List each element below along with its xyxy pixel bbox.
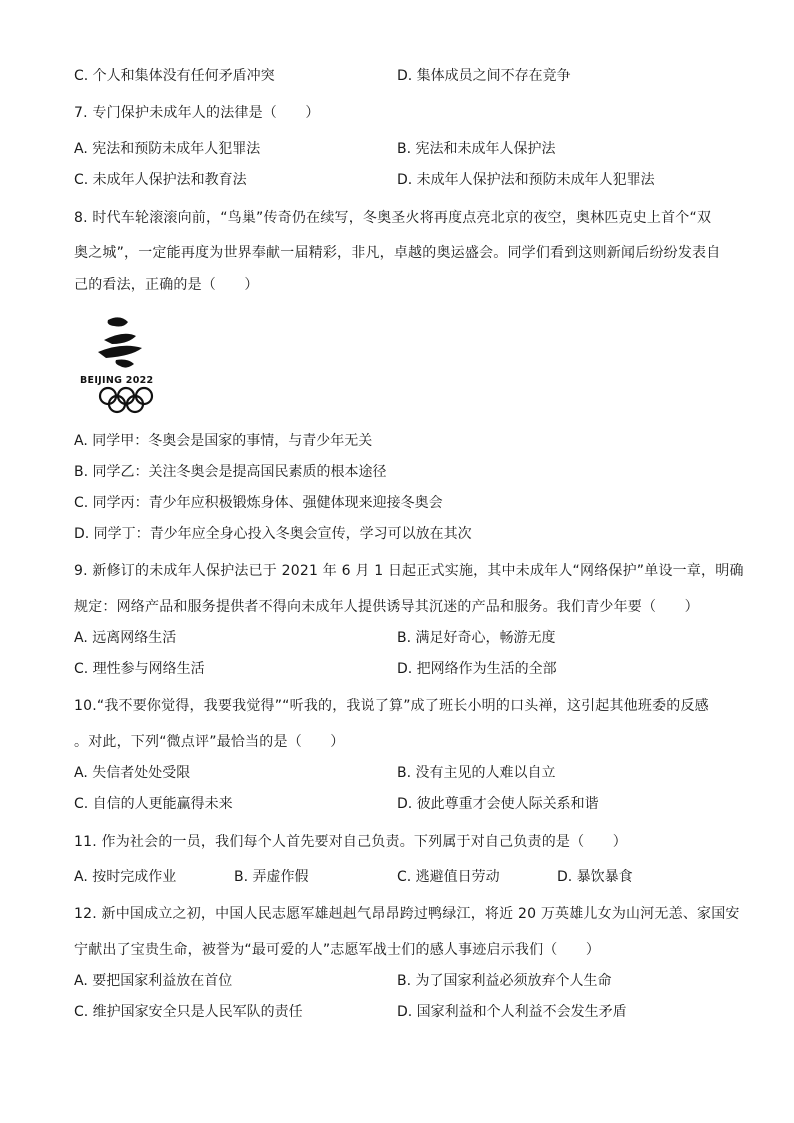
- q11-option-a: A. 按时完成作业: [74, 869, 177, 885]
- q6-option-d: D. 集体成员之间不存在竞争: [397, 68, 571, 84]
- q7-option-d: D. 未成年人保护法和预防未成年人犯罪法: [397, 172, 655, 188]
- q12-option-d: D. 国家利益和个人利益不会发生矛盾: [397, 1004, 627, 1020]
- q12-option-b: B. 为了国家利益必须放弃个人生命: [397, 973, 612, 989]
- q7-stem: 7. 专门保护未成年人的法律是（ ）: [74, 105, 320, 121]
- q9-stem-line-1: 9. 新修订的未成年人保护法已于 2021 年 6 月 1 日起正式实施，其中未成年人“网络保护”单设一章，明确: [74, 563, 744, 579]
- q8-option-d: D. 同学丁：青少年应全身心投入冬奥会宣传，学习可以放在其次: [74, 526, 472, 542]
- q10-option-d: D. 彼此尊重才会使人际关系和谐: [397, 796, 599, 812]
- beijing-2022-winter-olympics-logo: [76, 312, 176, 420]
- q10-option-a: A. 失信者处处受限: [74, 765, 191, 781]
- q9-option-b: B. 满足好奇心，畅游无度: [397, 630, 556, 646]
- q8-stem-line-1: 8. 时代车轮滚滚向前，“鸟巢”传奇仍在续写，冬奥圣火将再度点亮北京的夜空，奥林匹克史上首个“双: [74, 210, 712, 226]
- q10-stem-line-2: 。对此，下列“微点评”最恰当的是（ ）: [74, 734, 345, 750]
- q10-option-b: B. 没有主见的人难以自立: [397, 765, 556, 781]
- q11-option-d: D. 暴饮暴食: [557, 869, 633, 885]
- q12-option-a: A. 要把国家利益放在首位: [74, 973, 233, 989]
- q10-stem-line-1: 10.“我不要你觉得，我要我觉得”“听我的，我说了算”成了班长小明的口头禅，这引起其他班委的反感: [74, 698, 709, 714]
- q12-stem-line-1: 12. 新中国成立之初，中国人民志愿军雄赳赳气昂昂跨过鸭绿江，将近 20 万英雄儿女为山河无恙、家国安: [74, 906, 740, 922]
- q11-stem: 11. 作为社会的一员，我们每个人首先要对自己负责。下列属于对自己负责的是（ ）: [74, 834, 627, 850]
- q7-option-b: B. 宪法和未成年人保护法: [397, 141, 556, 157]
- q8-option-a: A. 同学甲：冬奥会是国家的事情，与青少年无关: [74, 433, 373, 449]
- q9-option-c: C. 理性参与网络生活: [74, 661, 205, 677]
- q11-option-c: C. 逃避值日劳动: [397, 869, 500, 885]
- q7-option-c: C. 未成年人保护法和教育法: [74, 172, 247, 188]
- q8-option-c: C. 同学丙：青少年应积极锻炼身体、强健体现来迎接冬奥会: [74, 495, 443, 511]
- q8-stem-line-3: 己的看法，正确的是（ ）: [74, 277, 259, 293]
- q8-stem-line-2: 奥之城”，一定能再度为世界奉献一届精彩，非凡，卓越的奥运盛会。同学们看到这则新闻后纷纷发表自: [74, 245, 721, 261]
- q12-stem-line-2: 宁献出了宝贵生命，被誉为“最可爱的人”志愿军战士们的感人事迹启示我们（ ）: [74, 942, 601, 958]
- q9-stem-line-2: 规定：网络产品和服务提供者不得向未成年人提供诱导其沉迷的产品和服务。我们青少年要（ ）: [74, 599, 699, 615]
- q12-option-c: C. 维护国家安全只是人民军队的责任: [74, 1004, 303, 1020]
- q8-option-b: B. 同学乙：关注冬奥会是提高国民素质的根本途径: [74, 464, 387, 480]
- q6-option-c: C. 个人和集体没有任何矛盾冲突: [74, 68, 275, 84]
- q10-option-c: C. 自信的人更能赢得未来: [74, 796, 233, 812]
- q9-option-a: A. 远离网络生活: [74, 630, 177, 646]
- q11-option-b: B. 弄虚作假: [234, 869, 309, 885]
- logo-wordmark: BEIJING 2022: [80, 375, 154, 386]
- q7-option-a: A. 宪法和预防未成年人犯罪法: [74, 141, 261, 157]
- q9-option-d: D. 把网络作为生活的全部: [397, 661, 557, 677]
